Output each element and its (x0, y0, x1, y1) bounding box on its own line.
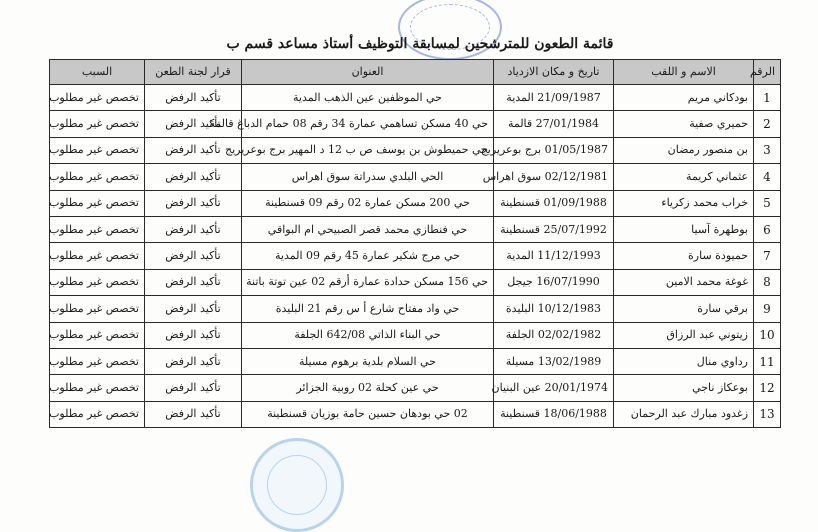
header-num: الرقم (754, 60, 781, 85)
birth-date-place-cell: 25/07/1992 قسنطينة (494, 216, 614, 242)
table-row (50, 243, 781, 269)
birth-date-place-cell: 02/02/1982 الجلفة (494, 322, 614, 348)
document-title: قائمة الطعون للمترشحين لمسابقة التوظيف أستاذ مساعد قسم ب (226, 36, 614, 52)
row-number-cell: 6 (754, 216, 781, 242)
candidate-name-cell: رداوي منال (614, 348, 754, 374)
committee-decision-cell: تأكيد الرفض (145, 190, 242, 216)
reason-cell: تخصص غير مطلوب (50, 85, 145, 111)
table-row (50, 111, 781, 137)
header-birth: تاريخ و مكان الازدياد (494, 60, 614, 85)
committee-decision-cell: تأكيد الرفض (145, 401, 242, 427)
address-cell: حي مرج شكير عمارة 45 رقم 09 المدية (242, 243, 494, 269)
candidate-name-cell: زيتوني عبد الرزاق (614, 322, 754, 348)
reason-cell: تخصص غير مطلوب (50, 375, 145, 401)
birth-date-place-cell: 16/07/1990 جيجل (494, 269, 614, 295)
birth-date-place-cell: 27/01/1984 قالمة (494, 111, 614, 137)
committee-decision-cell: تأكيد الرفض (145, 111, 242, 137)
birth-date-place-cell: 10/12/1983 البليدة (494, 296, 614, 322)
reason-cell: تخصص غير مطلوب (50, 296, 145, 322)
table-row (50, 190, 781, 216)
address-cell: حي الموظفين عين الذهب المدية (242, 85, 494, 111)
table-row (50, 137, 781, 163)
reason-cell: تخصص غير مطلوب (50, 137, 145, 163)
table-row (50, 216, 781, 242)
row-number-cell: 7 (754, 243, 781, 269)
header-reason: السبب (50, 60, 145, 85)
candidate-name-cell: عثماني كريمة (614, 164, 754, 190)
address-cell: حي واد مفتاح شارع أ س رقم 21 البليدة (242, 296, 494, 322)
candidate-name-cell: بودكاني مريم (614, 85, 754, 111)
candidate-name-cell: غوغة محمد الامين (614, 269, 754, 295)
birth-date-place-cell: 01/05/1987 برج بوعريريج (494, 137, 614, 163)
committee-decision-cell: تأكيد الرفض (145, 85, 242, 111)
row-number-cell: 1 (754, 85, 781, 111)
committee-decision-cell: تأكيد الرفض (145, 296, 242, 322)
address-cell: حي عين كحلة 02 روبية الجزائر (242, 375, 494, 401)
candidate-name-cell: برقي سارة (614, 296, 754, 322)
birth-date-place-cell: 20/01/1974 عين البنيان (494, 375, 614, 401)
reason-cell: تخصص غير مطلوب (50, 348, 145, 374)
committee-decision-cell: تأكيد الرفض (145, 375, 242, 401)
birth-date-place-cell: 21/09/1987 المدية (494, 85, 614, 111)
address-cell: الحي البلدي سدراتة سوق اهراس (242, 164, 494, 190)
address-cell: حي البناء الذاتي 642/08 الجلفة (242, 322, 494, 348)
row-number-cell: 3 (754, 137, 781, 163)
address-cell: حي السلام بلدية برهوم مسيلة (242, 348, 494, 374)
reason-cell: تخصص غير مطلوب (50, 401, 145, 427)
table-row (50, 85, 781, 111)
committee-decision-cell: تأكيد الرفض (145, 322, 242, 348)
committee-decision-cell: تأكيد الرفض (145, 137, 242, 163)
candidate-name-cell: بوعكاز ناجي (614, 375, 754, 401)
row-number-cell: 9 (754, 296, 781, 322)
birth-date-place-cell: 02/12/1981 سوق اهراس (494, 164, 614, 190)
reason-cell: تخصص غير مطلوب (50, 216, 145, 242)
birth-date-place-cell: 01/09/1988 قسنطينة (494, 190, 614, 216)
birth-date-place-cell: 13/02/1989 مسيلة (494, 348, 614, 374)
committee-decision-cell: تأكيد الرفض (145, 243, 242, 269)
reason-cell: تخصص غير مطلوب (50, 190, 145, 216)
row-number-cell: 8 (754, 269, 781, 295)
address-cell: حي 156 مسكن حدادة عمارة أرقم 02 عين توتة باتنة (242, 269, 494, 295)
row-number-cell: 4 (754, 164, 781, 190)
table-row (50, 348, 781, 374)
row-number-cell: 11 (754, 348, 781, 374)
candidate-name-cell: زغدود مبارك عبد الرحمان (614, 401, 754, 427)
table-row (50, 296, 781, 322)
appeals-table (49, 59, 781, 428)
committee-decision-cell: تأكيد الرفض (145, 348, 242, 374)
table-header-row (50, 60, 781, 85)
row-number-cell: 5 (754, 190, 781, 216)
candidate-name-cell: بوطهرة آسيا (614, 216, 754, 242)
candidate-name-cell: خراب محمد زكرياء (614, 190, 754, 216)
official-stamp-bottom (250, 438, 344, 532)
candidate-name-cell: حميري صفية (614, 111, 754, 137)
address-cell: حي حميطوش بن يوسف ص ب 12 د المهير برج بوعريريج (242, 137, 494, 163)
row-number-cell: 12 (754, 375, 781, 401)
reason-cell: تخصص غير مطلوب (50, 243, 145, 269)
table-row (50, 401, 781, 427)
committee-decision-cell: تأكيد الرفض (145, 216, 242, 242)
birth-date-place-cell: 11/12/1993 المدية (494, 243, 614, 269)
header-name: الاسم و اللقب (614, 60, 754, 85)
address-cell: 02 حي بودهان حسين حامة بوزيان قسنطينة (242, 401, 494, 427)
candidate-name-cell: بن منصور رمضان (614, 137, 754, 163)
table-row (50, 269, 781, 295)
row-number-cell: 13 (754, 401, 781, 427)
reason-cell: تخصص غير مطلوب (50, 111, 145, 137)
reason-cell: تخصص غير مطلوب (50, 164, 145, 190)
header-decision: قرار لجنة الطعن (145, 60, 242, 85)
birth-date-place-cell: 18/06/1988 قسنطينة (494, 401, 614, 427)
reason-cell: تخصص غير مطلوب (50, 322, 145, 348)
address-cell: حي 200 مسكن عمارة 02 رقم 09 قسنطينة (242, 190, 494, 216)
candidate-name-cell: حميودة سارة (614, 243, 754, 269)
row-number-cell: 10 (754, 322, 781, 348)
header-address: العنوان (242, 60, 494, 85)
table-row (50, 164, 781, 190)
address-cell: حي 40 مسكن تساهمي عمارة 34 رقم 08 حمام الدباغ قالمة (242, 111, 494, 137)
row-number-cell: 2 (754, 111, 781, 137)
address-cell: حي فنطازي محمد قصر الصبيحي ام البواقي (242, 216, 494, 242)
reason-cell: تخصص غير مطلوب (50, 269, 145, 295)
committee-decision-cell: تأكيد الرفض (145, 164, 242, 190)
committee-decision-cell: تأكيد الرفض (145, 269, 242, 295)
table-row (50, 375, 781, 401)
table-row (50, 322, 781, 348)
